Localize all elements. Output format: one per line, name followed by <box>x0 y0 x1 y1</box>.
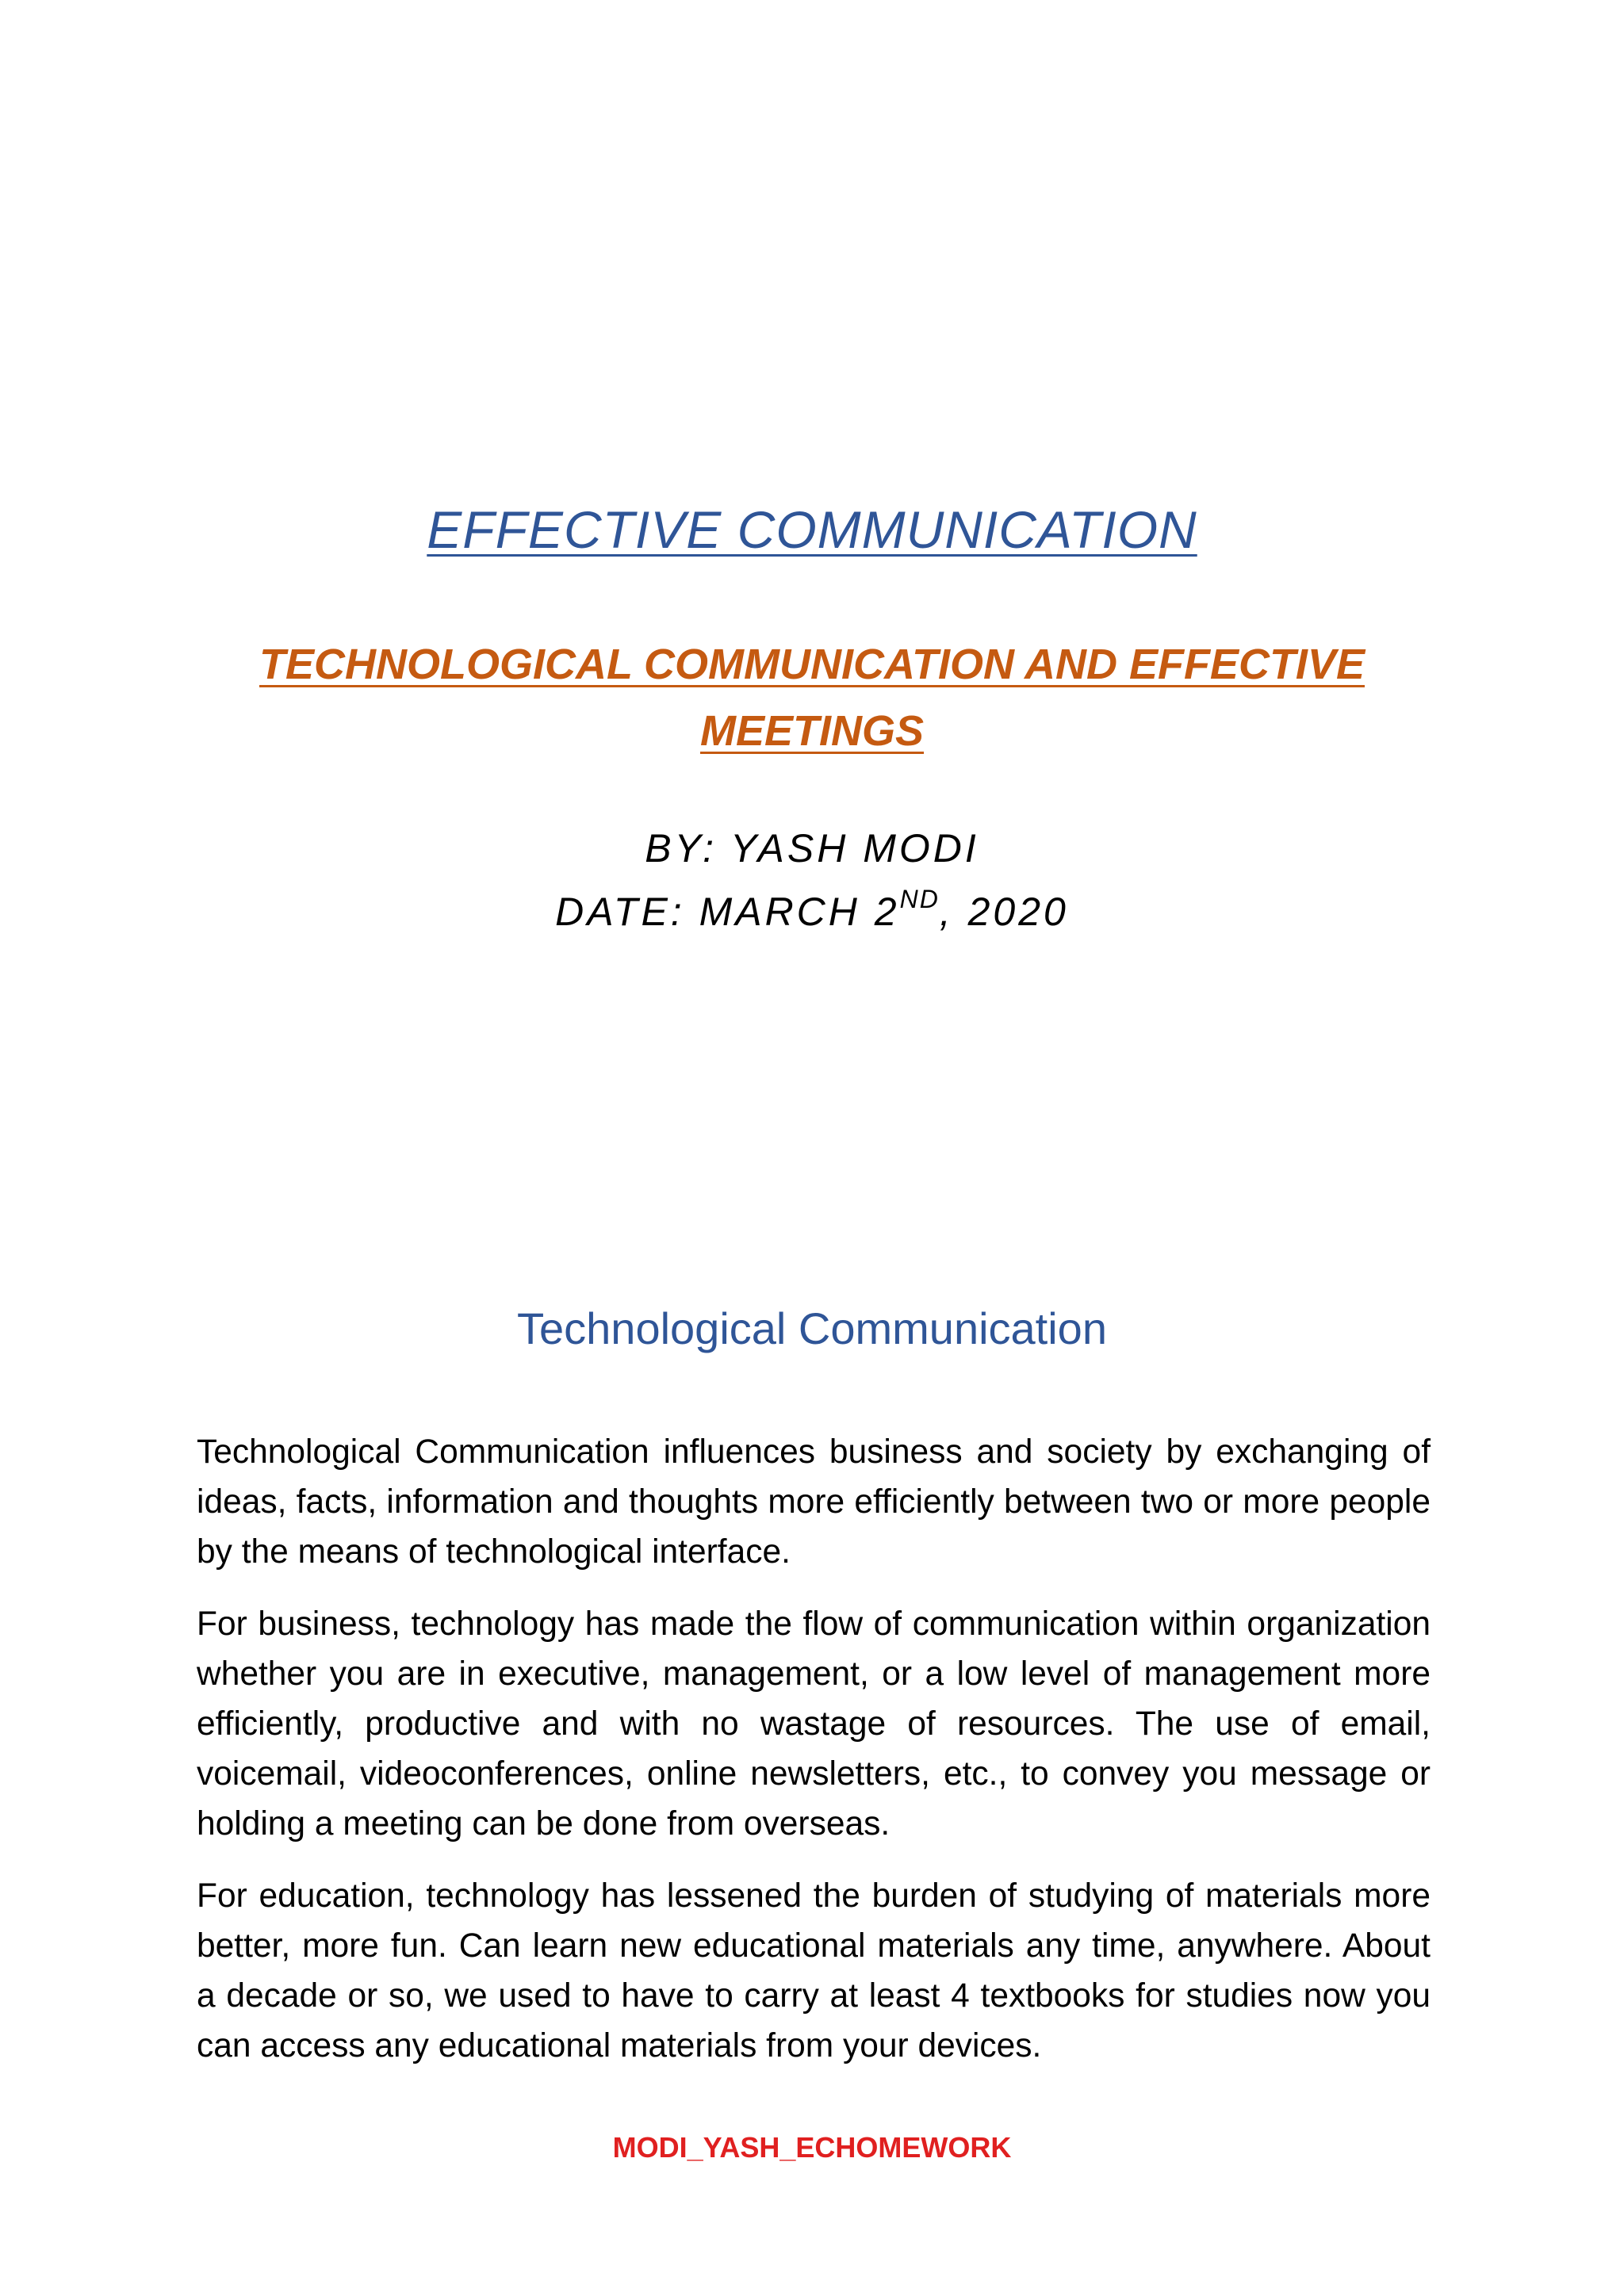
body-paragraph: For education, technology has lessened the burden of studying of materials more better, more fun. Can learn new educational materials any time, anywhere. About a decade or so, we used to have to carry at least 4 textbooks for studies now you can access any educational materials from your devices. <box>197 1877 1431 2064</box>
body-paragraph: Technological Communication influences business and society by exchanging of ideas, facts, information and thoughts more efficiently between two or more people by the means of technological interface. <box>197 1433 1431 1571</box>
body-paragraph: For business, technology has made the flow of communication within organization whether you are in executive, management, or a low level of management more efficiently, productive and with no wastage of resources. The use of email, voicemail, videoconferences, online newsletters, etc., to convey you message or holding a meeting can be done from overseas. <box>197 1605 1431 1843</box>
date-suffix: , 2020 <box>939 890 1069 934</box>
document-subtitle: TECHNOLOGICAL COMMUNICATION AND EFFECTIVE MEETINGS <box>259 641 1365 755</box>
section-body <box>197 1427 1431 2093</box>
section-heading: Technological Communication <box>517 1303 1107 1353</box>
footer-watermark: MODI_YASH_ECHOMEWORK <box>612 2131 1012 2164</box>
byline-block <box>0 817 1624 943</box>
document-title: EFFECTIVE COMMUNICATION <box>427 500 1197 559</box>
author-line: BY: YASH MODI <box>645 826 979 871</box>
date-superscript: ND <box>899 885 940 913</box>
date-prefix: DATE: MARCH 2 <box>555 890 900 934</box>
date-line <box>0 880 1624 943</box>
